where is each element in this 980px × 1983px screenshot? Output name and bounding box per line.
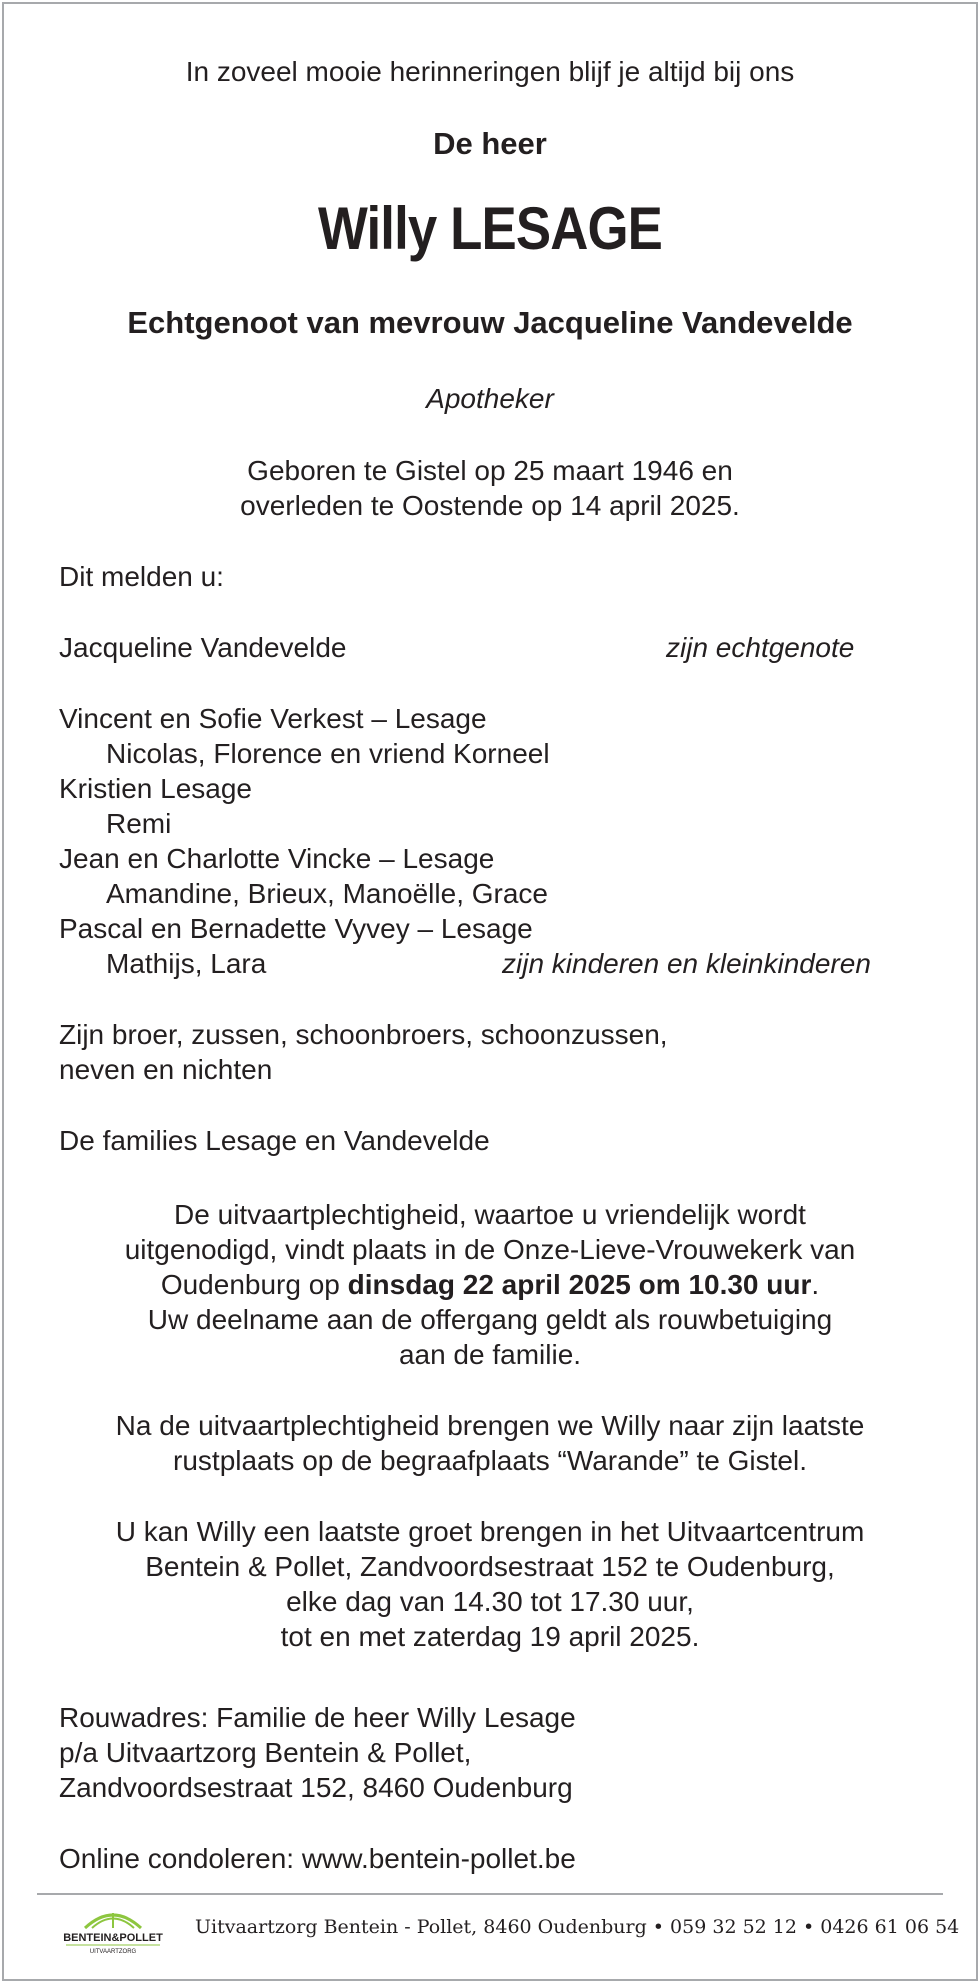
obituary-frame [2, 2, 978, 1981]
family-line: Kristien Lesage [59, 773, 253, 804]
address-line: Zandvoordsestraat 152, 8460 Oudenburg [59, 1772, 573, 1803]
family-line: Pascal en Bernadette Vyvey – Lesage [59, 913, 533, 944]
burial-line: Na de uitvaartplechtigheid brengen we Willy naar zijn laatste [115, 1410, 865, 1441]
burial-line: rustplaats op de begraafplaats “Warande” te Gistel. [173, 1445, 807, 1476]
ceremony-line: uitgenodigd, vindt plaats in de Onze-Lieve-Vrouwekerk van [124, 1234, 856, 1265]
motto: In zoveel mooie herinneringen blijf je altijd bij ons [185, 56, 795, 87]
relatives-line: neven en nichten [59, 1054, 273, 1085]
arch-logo-icon [58, 1904, 168, 1964]
ceremony-date-line [0, 1267, 980, 1302]
deceased-name: Willy LESAGE [318, 195, 662, 262]
online-condolences: Online condoleren: www.bentein-pollet.be [59, 1843, 576, 1874]
footer-contact: Uitvaartzorg Bentein - Pollet, 8460 Oudenburg • 059 32 52 12 • 0426 61 06 54 [195, 1916, 960, 1938]
family-line: Remi [106, 808, 172, 839]
logo-text: BENTEIN&POLLET [63, 1932, 163, 1944]
spouse-name: Jacqueline Vandevelde [59, 632, 347, 663]
visitation-line: elke dag van 14.30 tot 17.30 uur, [286, 1586, 694, 1617]
family-line: Mathijs, Lara [106, 948, 267, 979]
address-line: p/a Uitvaartzorg Bentein & Pollet, [59, 1737, 472, 1768]
death-line: overleden te Oostende op 14 april 2025. [240, 490, 740, 521]
children-role: zijn kinderen en kleinkinderen [502, 948, 871, 979]
visitation-line: U kan Willy een laatste groet brengen in het Uitvaartcentrum [115, 1516, 865, 1547]
logo-subtitle: UITVAARTZORG [89, 1949, 137, 1955]
profession: Apotheker [426, 383, 554, 414]
relatives-line: Zijn broer, zussen, schoonbroers, schoonzussen, [59, 1019, 668, 1050]
family-line: Nicolas, Florence en vriend Korneel [106, 738, 550, 769]
family-line: Amandine, Brieux, Manoëlle, Grace [106, 878, 548, 909]
spouse-line: Echtgenoot van mevrouw Jacqueline Vandevelde [127, 305, 853, 340]
families-line: De families Lesage en Vandevelde [59, 1125, 490, 1156]
family-line: Vincent en Sofie Verkest – Lesage [59, 703, 487, 734]
ceremony-line: Uw deelname aan de offergang geldt als rouwbetuiging [147, 1304, 833, 1335]
announcers-intro: Dit melden u: [59, 561, 224, 592]
ceremony-line: De uitvaartplechtigheid, waartoe u vriendelijk wordt [174, 1199, 806, 1230]
spouse-role: zijn echtgenote [666, 632, 855, 663]
address-line: Rouwadres: Familie de heer Willy Lesage [59, 1702, 576, 1733]
ceremony-suffix: . [811, 1269, 820, 1300]
salutation: De heer [433, 126, 547, 161]
visitation-line: tot en met zaterdag 19 april 2025. [280, 1621, 700, 1652]
ceremony-line: aan de familie. [398, 1339, 582, 1370]
family-line: Jean en Charlotte Vincke – Lesage [59, 843, 495, 874]
funeral-home-logo [58, 1904, 168, 1964]
visitation-line: Bentein & Pollet, Zandvoordsestraat 152 te Oudenburg, [145, 1551, 835, 1582]
ceremony-prefix: Oudenburg op [160, 1269, 348, 1300]
ceremony-date: dinsdag 22 april 2025 om 10.30 uur [347, 1269, 812, 1300]
footer-divider [37, 1893, 943, 1895]
birth-line: Geboren te Gistel op 25 maart 1946 en [247, 455, 733, 486]
